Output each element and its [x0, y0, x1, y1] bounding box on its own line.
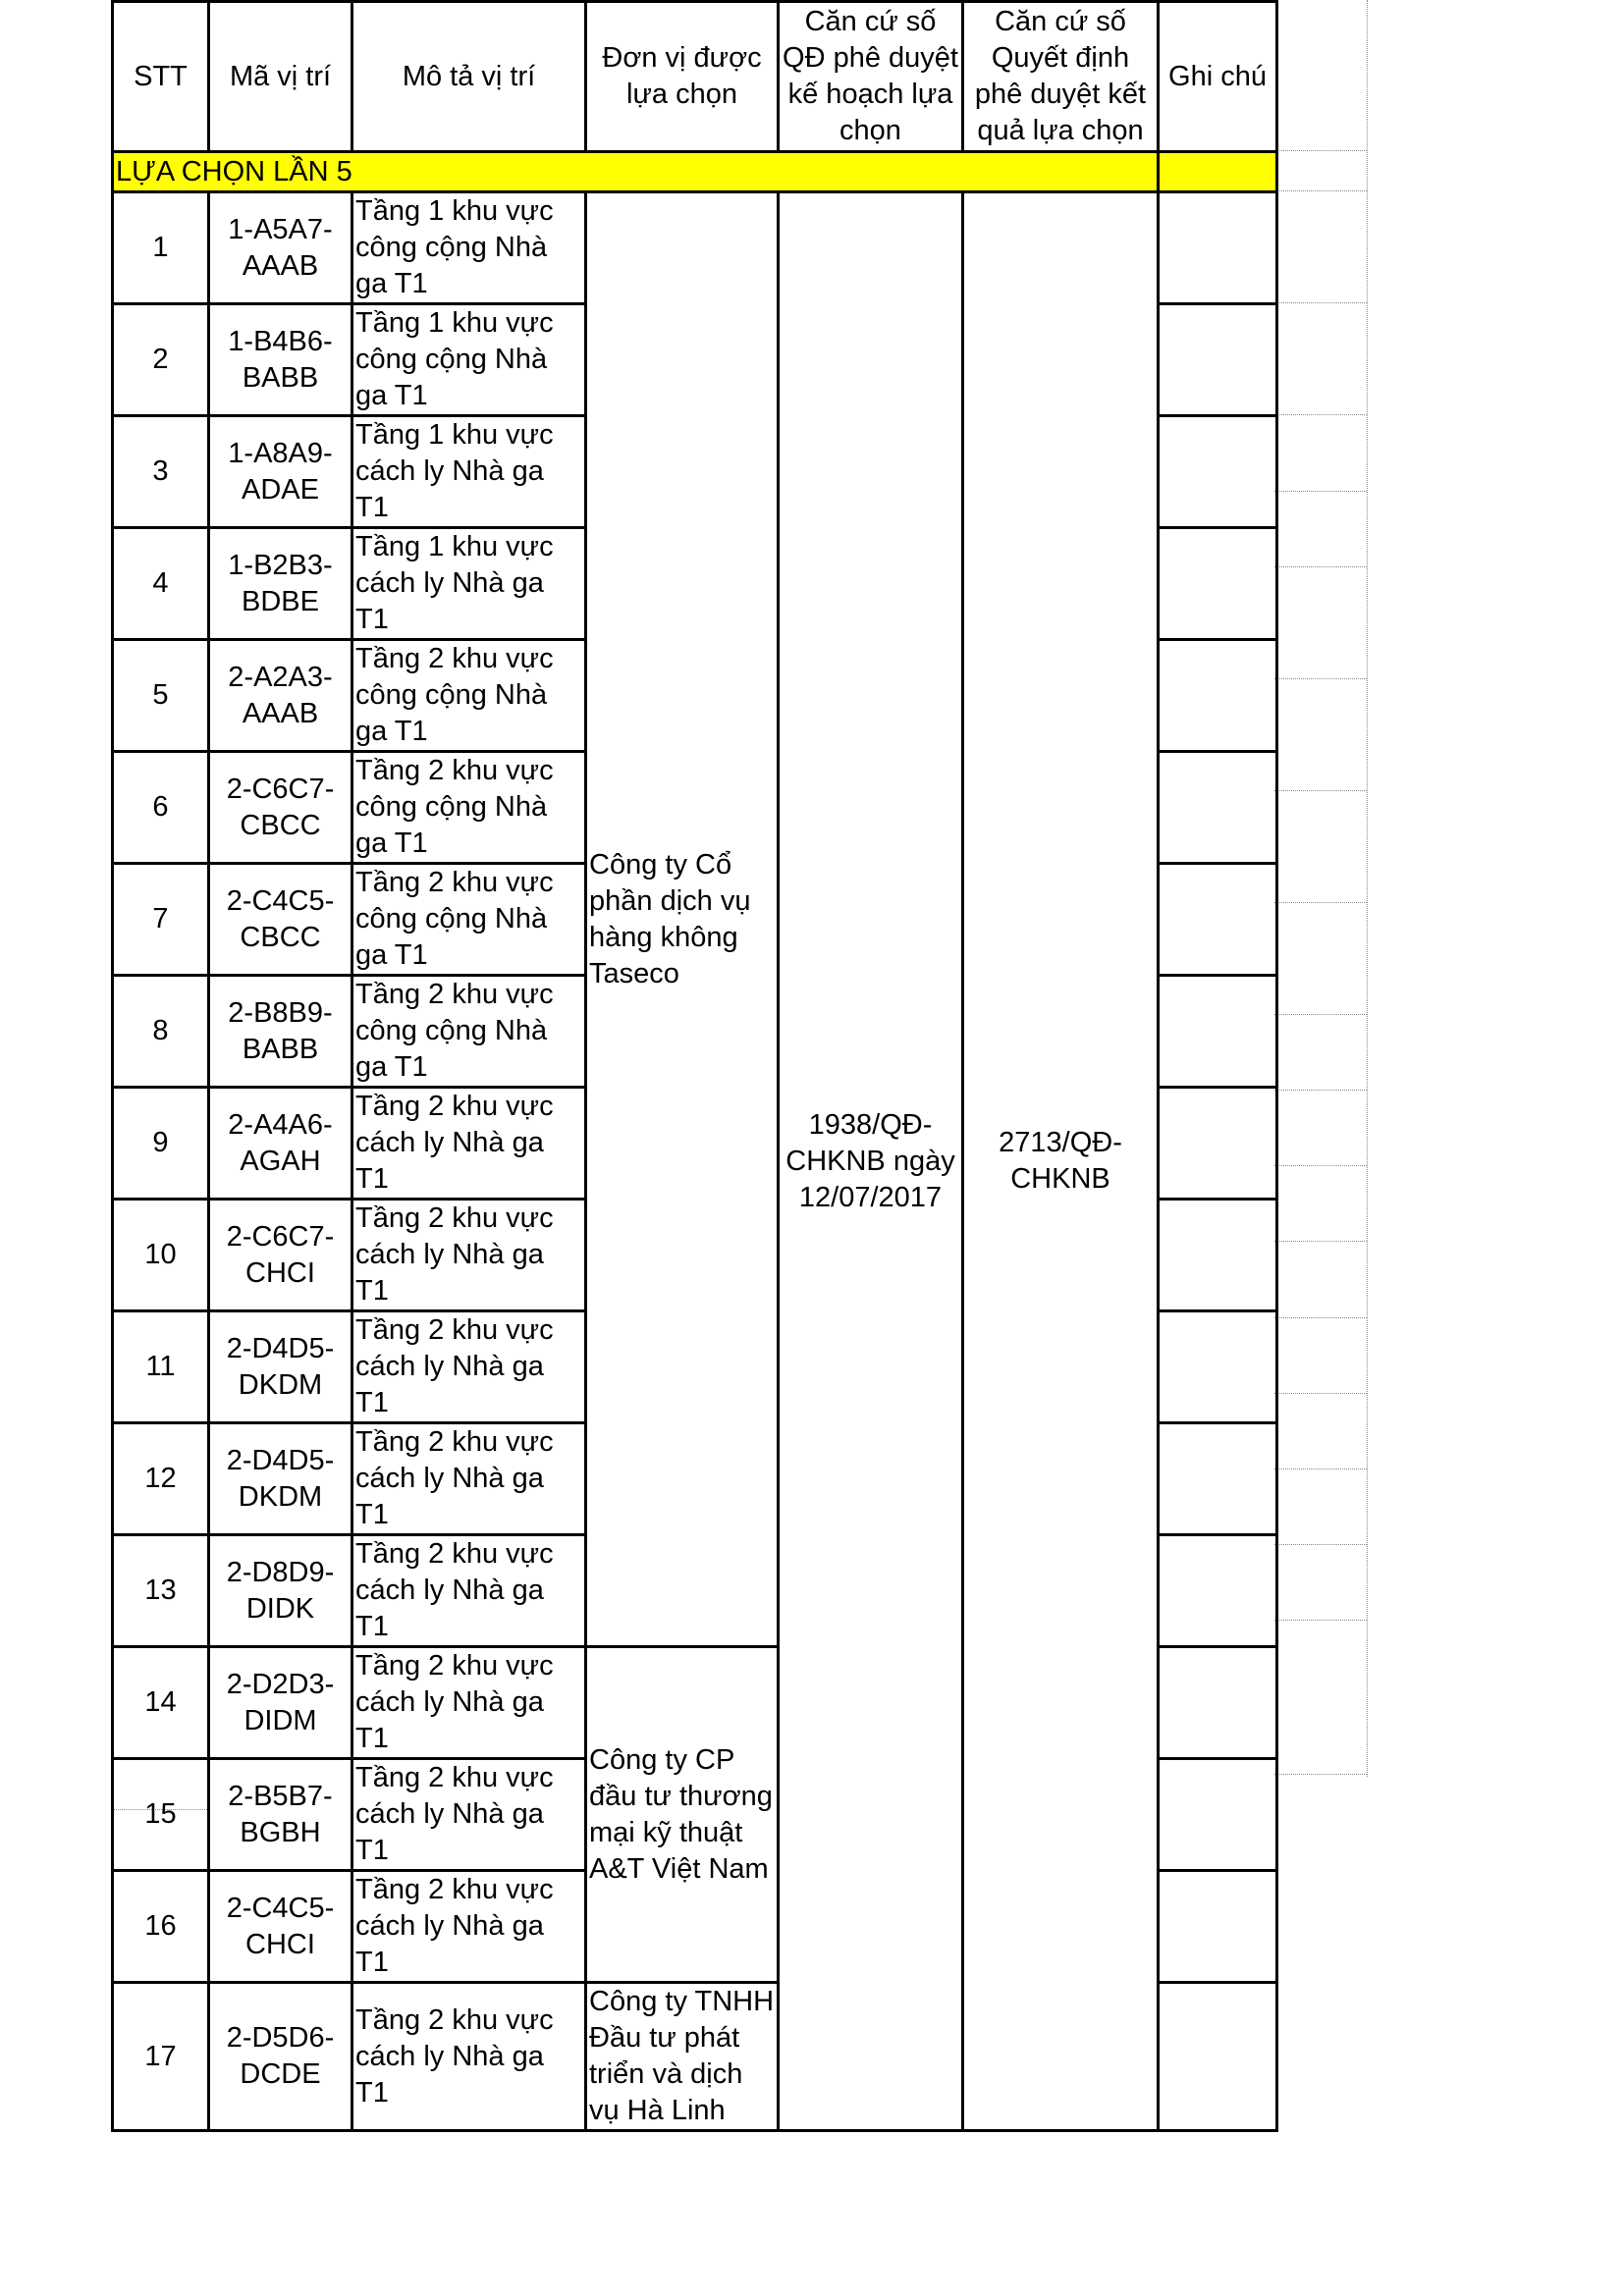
row-note — [1159, 1871, 1277, 1983]
table-row — [113, 192, 1277, 304]
plan-decision-cell: 1938/QĐ-CHKNB ngày 12/07/2017 — [779, 192, 963, 2131]
row-position-description: Tầng 2 khu vực cách ly Nhà ga T1 — [352, 1871, 586, 1983]
row-position-description: Tầng 2 khu vực cách ly Nhà ga T1 — [352, 1535, 586, 1647]
header-plan-decision: Căn cứ số QĐ phê duyệt kế hoạch lựa chọn — [779, 2, 963, 152]
row-note — [1159, 1311, 1277, 1423]
row-position-description: Tầng 2 khu vực cách ly Nhà ga T1 — [352, 1759, 586, 1871]
row-note — [1159, 192, 1277, 304]
row-note — [1159, 416, 1277, 528]
row-position-code: 1-B4B6-BABB — [209, 304, 352, 416]
row-position-description: Tầng 2 khu vực cách ly Nhà ga T1 — [352, 1311, 586, 1423]
section-title: LỰA CHỌN LẦN 5 — [113, 152, 1159, 192]
row-position-code: 2-C6C7-CHCI — [209, 1200, 352, 1311]
row-position-code: 2-C4C5-CHCI — [209, 1871, 352, 1983]
row-position-description: Tầng 2 khu vực công cộng Nhà ga T1 — [352, 976, 586, 1088]
row-note — [1159, 976, 1277, 1088]
row-position-code: 1-A5A7-AAAB — [209, 192, 352, 304]
row-stt: 9 — [113, 1088, 209, 1200]
row-stt: 7 — [113, 864, 209, 976]
grid-line — [1274, 1165, 1367, 1166]
row-stt: 12 — [113, 1423, 209, 1535]
row-note — [1159, 1759, 1277, 1871]
header-position-description: Mô tả vị trí — [352, 2, 586, 152]
grid-line — [1274, 1468, 1367, 1469]
row-position-code: 2-C6C7-CBCC — [209, 752, 352, 864]
selected-unit-cell: Công ty CP đầu tư thương mại kỹ thuật A&T Việt Nam — [586, 1647, 779, 1983]
row-position-code: 2-B8B9-BABB — [209, 976, 352, 1088]
row-position-description: Tầng 2 khu vực cách ly Nhà ga T1 — [352, 1423, 586, 1535]
row-stt: 13 — [113, 1535, 209, 1647]
grid-line — [1274, 1544, 1367, 1545]
row-note — [1159, 1423, 1277, 1535]
grid-line — [1274, 1014, 1367, 1015]
header-row — [113, 2, 1277, 152]
row-position-description: Tầng 1 khu vực cách ly Nhà ga T1 — [352, 416, 586, 528]
row-stt: 16 — [113, 1871, 209, 1983]
grid-line — [1274, 414, 1367, 415]
row-stt: 8 — [113, 976, 209, 1088]
row-stt: 3 — [113, 416, 209, 528]
grid-line — [1274, 1090, 1367, 1091]
grid-line — [1274, 190, 1367, 191]
header-note: Ghi chú — [1159, 2, 1277, 152]
row-note — [1159, 864, 1277, 976]
row-position-description: Tầng 2 khu vực công cộng Nhà ga T1 — [352, 752, 586, 864]
grid-line — [1274, 1774, 1367, 1775]
grid-line — [1274, 302, 1367, 303]
row-stt: 17 — [113, 1983, 209, 2131]
row-stt: 10 — [113, 1200, 209, 1311]
row-position-code: 2-D5D6-DCDE — [209, 1983, 352, 2131]
row-position-description: Tầng 2 khu vực cách ly Nhà ga T1 — [352, 1088, 586, 1200]
row-position-description: Tầng 2 khu vực công cộng Nhà ga T1 — [352, 640, 586, 752]
grid-line — [1274, 1317, 1367, 1318]
grid-line — [1274, 678, 1367, 679]
grid-line — [1274, 790, 1367, 791]
grid-line — [1274, 1393, 1367, 1394]
grid-line — [1274, 150, 1367, 151]
grid-line — [1274, 491, 1367, 492]
row-position-code: 2-A2A3-AAAB — [209, 640, 352, 752]
section-row — [113, 152, 1277, 192]
row-stt: 4 — [113, 528, 209, 640]
grid-line — [1274, 566, 1367, 567]
row-position-description: Tầng 1 khu vực công cộng Nhà ga T1 — [352, 304, 586, 416]
row-note — [1159, 1200, 1277, 1311]
grid-line — [1274, 1241, 1367, 1242]
row-position-code: 2-D4D5-DKDM — [209, 1311, 352, 1423]
row-position-description: Tầng 1 khu vực công cộng Nhà ga T1 — [352, 192, 586, 304]
selected-unit-cell: Công ty TNHH Đầu tư phát triển và dịch vụ Hà Linh — [586, 1983, 779, 2131]
grid-line — [1274, 902, 1367, 903]
row-stt: 14 — [113, 1647, 209, 1759]
row-note — [1159, 304, 1277, 416]
row-position-code: 2-B5B7-BGBH — [209, 1759, 352, 1871]
header-selected-unit: Đơn vị được lựa chọn — [586, 2, 779, 152]
result-decision-cell: 2713/QĐ-CHKNB — [963, 192, 1159, 2131]
row-position-code: 1-B2B3-BDBE — [209, 528, 352, 640]
row-note — [1159, 1535, 1277, 1647]
row-note — [1159, 1983, 1277, 2131]
selected-unit-cell: Công ty Cổ phần dịch vụ hàng không Taseco — [586, 192, 779, 1647]
row-position-description: Tầng 2 khu vực cách ly Nhà ga T1 — [352, 1647, 586, 1759]
row-position-description: Tầng 2 khu vực công cộng Nhà ga T1 — [352, 864, 586, 976]
header-result-decision: Căn cứ số Quyết định phê duyệt kết quả lựa chọn — [963, 2, 1159, 152]
row-position-code: 2-C4C5-CBCC — [209, 864, 352, 976]
selection-results-table — [111, 0, 1278, 2132]
row-stt: 5 — [113, 640, 209, 752]
header-stt: STT — [113, 2, 209, 152]
row-stt: 11 — [113, 1311, 209, 1423]
row-position-description: Tầng 1 khu vực cách ly Nhà ga T1 — [352, 528, 586, 640]
row-position-code: 1-A8A9-ADAE — [209, 416, 352, 528]
section-note-cell — [1159, 152, 1277, 192]
row-position-description: Tầng 2 khu vực cách ly Nhà ga T1 — [352, 1200, 586, 1311]
row-note — [1159, 528, 1277, 640]
row-stt: 6 — [113, 752, 209, 864]
row-position-code: 2-D4D5-DKDM — [209, 1423, 352, 1535]
row-stt: 2 — [113, 304, 209, 416]
row-note — [1159, 640, 1277, 752]
row-position-code: 2-A4A6-AGAH — [209, 1088, 352, 1200]
row-stt: 15 — [113, 1759, 209, 1871]
row-position-code: 2-D8D9-DIDK — [209, 1535, 352, 1647]
row-note — [1159, 1088, 1277, 1200]
row-stt: 1 — [113, 192, 209, 304]
row-note — [1159, 1647, 1277, 1759]
grid-line — [1274, 1620, 1367, 1621]
row-position-description: Tầng 2 khu vực cách ly Nhà ga T1 — [352, 1983, 586, 2131]
row-position-code: 2-D2D3-DIDM — [209, 1647, 352, 1759]
header-position-code: Mã vị trí — [209, 2, 352, 152]
grid-line — [1367, 0, 1368, 1777]
row-note — [1159, 752, 1277, 864]
